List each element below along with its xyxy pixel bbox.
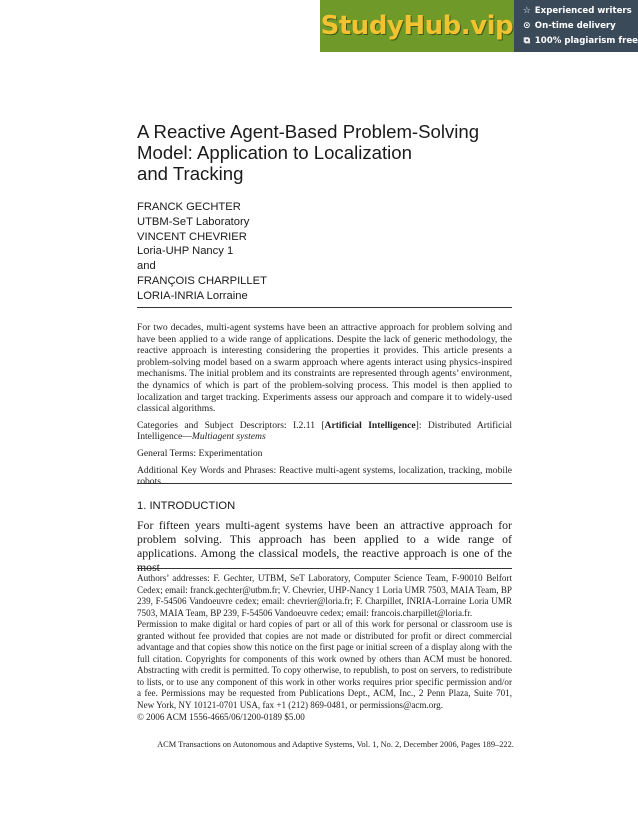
divider — [137, 483, 512, 484]
copy-icon: ⧉ — [523, 36, 530, 46]
feature-on-time-delivery — [522, 19, 638, 33]
feature-label: Experienced writers — [534, 6, 632, 16]
feature-label: 100% plagiarism free — [534, 36, 638, 46]
footnotes — [137, 573, 512, 723]
author-name: FRANÇOIS CHARPILLET — [137, 274, 267, 287]
footnote-permission: Permission to make digital or hard copies of part or all of this work for personal or classroom use is granted without fee provided that copies are not made or distributed for profit or direct commercial advantage and that copies show this notice on the first page or initial screen of a display along with the full citation. Copyrights for components of this work owned by others than ACM must be honored. Abstracting with credit is permitted. To copy otherwise, to republish, to post on servers, to redistribute to lists, or to use any component of this work in other works requires prior specific permission and/or a fee. Permissions may be requested from Publications Dept., ACM, Inc., 2 Penn Plaza, Suite 701, New York, NY 10121-0701 USA, fax +1 (212) 869-0481, or permissions@acm.org. — [137, 619, 512, 711]
title-line: Model: Application to Localization — [137, 142, 412, 163]
footnote-copyright: © 2006 ACM 1556-4665/06/1200-0189 $5.00 — [137, 711, 305, 722]
star-icon: ☆ — [522, 6, 531, 16]
author-name: FRANCK GECHTER — [137, 201, 241, 213]
studyhub-logo[interactable] — [320, 0, 514, 52]
feature-label: On-time delivery — [534, 21, 616, 31]
studyhub-logo-text: StudyHub.vip — [320, 11, 514, 41]
intro-paragraph: For fifteen years multi-agent systems have been an attractive approach for problem solving. This approach has been applied to a wide range of applications. Among the classical models, the reactive approach is one of the most — [137, 518, 512, 574]
author-list — [137, 200, 267, 304]
journal-citation: ACM Transactions on Autonomous and Adaptive Systems, Vol. 1, No. 2, December 2006, Pages 189–222. — [157, 740, 514, 749]
author-affiliation: UTBM-SeT Laboratory — [137, 215, 250, 228]
title-line: A Reactive Agent-Based Problem-Solving — [137, 121, 480, 142]
divider — [137, 307, 512, 308]
general-terms: General Terms: Experimentation — [137, 447, 263, 459]
clock-icon: ⊙ — [523, 21, 531, 31]
feature-plagiarism-free — [522, 34, 638, 48]
author-conjunction: and — [137, 260, 156, 273]
abstract-block — [137, 322, 512, 493]
feature-experienced-writers — [522, 4, 638, 18]
footnote-divider — [137, 568, 512, 569]
title-line: and Tracking — [137, 163, 244, 184]
studyhub-banner[interactable] — [320, 0, 638, 52]
categories-descriptors: Categories and Subject Descriptors: I.2.11 [Artificial Intelligence]: Distributed Artificial Intelligence—Multiagent systems — [137, 419, 512, 443]
author-name: VINCENT CHEVRIER — [137, 230, 247, 243]
banner-features — [514, 0, 638, 52]
abstract-text: For two decades, multi-agent systems have been an attractive approach for problem solving and have been applied to a wide range of applications. Despite the lack of generic methodology, the reactive approach is interesting considering the properties it provides. This article presents a problem-solving model based on a swarm approach where agents interact using physics-inspired mechanisms. The initial problem and its constraints are represented through agents’ environment, the dynamics of which is part of the problem-solving process. This model is then applied to localization and target tracking. Experiments assess our approach and compare it to widely-used classical algorithms. — [137, 322, 512, 415]
author-affiliation: Loria-UHP Nancy 1 — [137, 245, 234, 258]
paper-title — [137, 121, 537, 184]
footnote-addresses: Authors’ addresses: F. Gechter, UTBM, SeT Laboratory, Computer Science Team, F-90010 Belfort Cedex; email: franck.gechter@utbm.fr; V. Chevrier, UHP-Nancy 1 Loria UMR 7503, MAIA Team, BP 239, F-54506 Vandoeuvre cedex; email: chevrier@loria.fr; F. Charpillet, INRIA-Lorraine Loria UMR 7503, MAIA Team, BP 239, F-54506 Vandoeuvre cedex; email: francois.charpillet@loria.fr. — [137, 573, 512, 618]
section-heading: 1. INTRODUCTION — [137, 500, 236, 512]
author-affiliation: LORIA-INRIA Lorraine — [137, 289, 248, 302]
keywords: Additional Key Words and Phrases: Reactive multi-agent systems, localization, tracking, mobile robots — [137, 464, 512, 488]
